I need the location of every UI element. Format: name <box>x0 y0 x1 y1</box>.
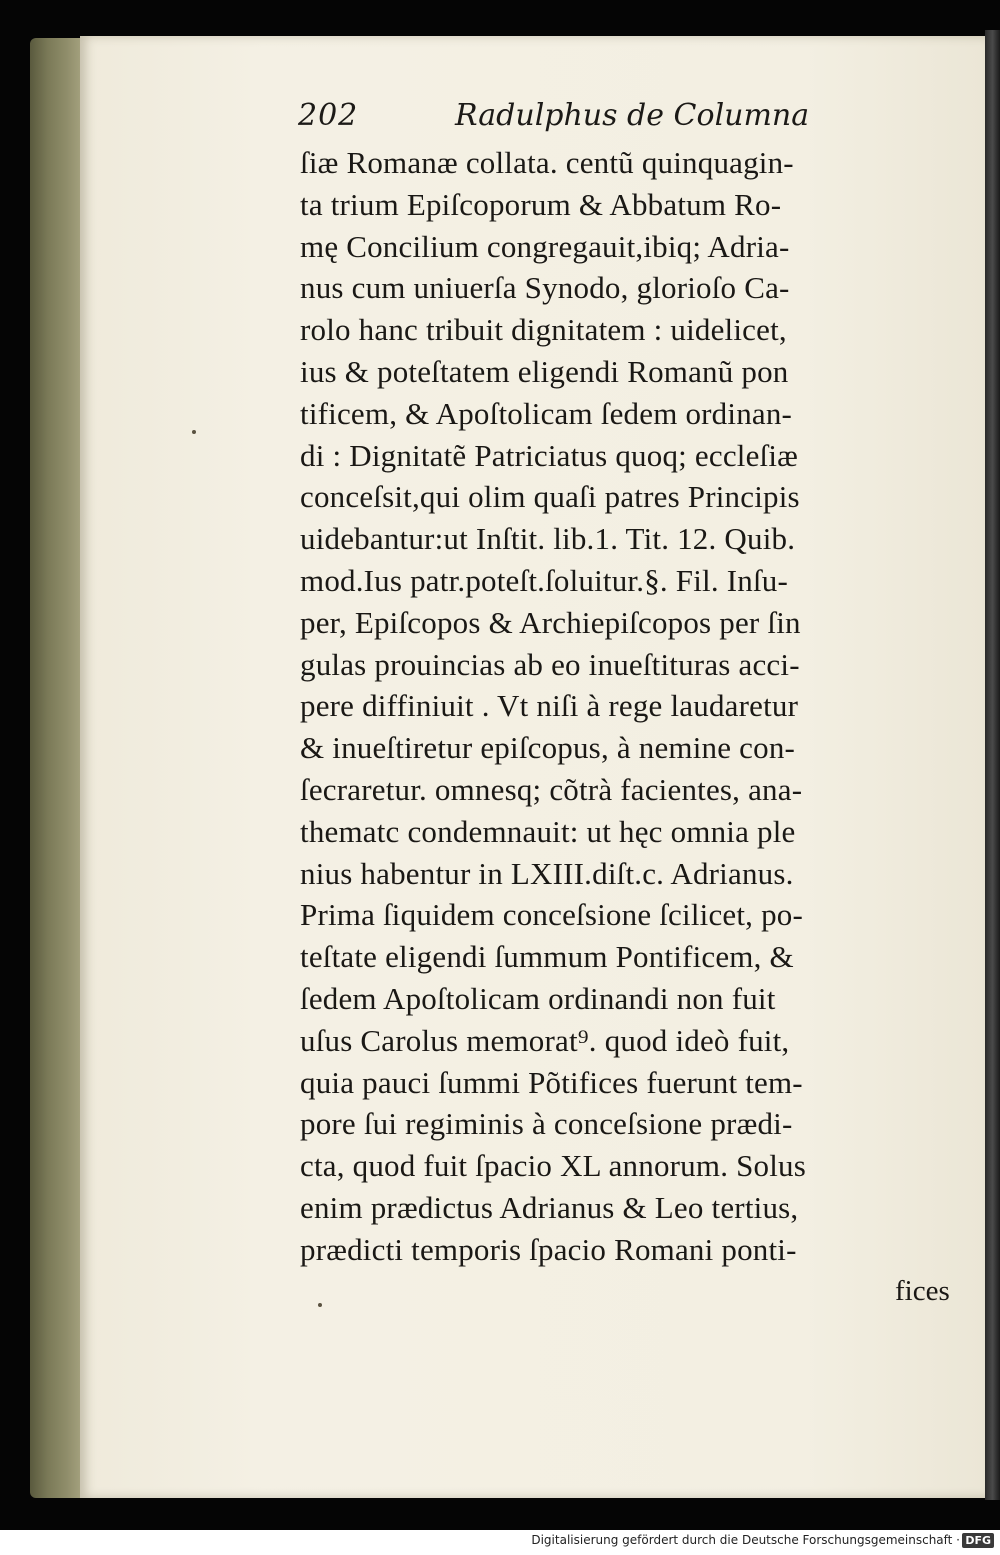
text-line: uidebantur:ut Inſtit. lib.1. Tit. 12. Quib. <box>300 521 796 557</box>
text-line: pore ſui regiminis à conceſsione prædi- <box>300 1106 793 1142</box>
book-fore-edge <box>30 38 82 1498</box>
text-line: ta trium Epiſcoporum & Abbatum Ro- <box>300 186 782 222</box>
body-text <box>300 142 955 1271</box>
ink-speck <box>318 1303 322 1307</box>
text-line: teſtate eligendi ſummum Pontificem, & <box>300 939 794 975</box>
footer-bar <box>0 1530 1000 1555</box>
text-line: mod.Ius patr.poteſt.ſoluitur.§. Fil. Inſu- <box>300 562 789 598</box>
text-line: nus cum uniuerſa Synodo, glorioſo Ca- <box>300 270 790 306</box>
running-title: Radulphus de Columna <box>455 98 810 133</box>
ink-speck <box>192 430 196 434</box>
page-number: 202 <box>298 98 359 133</box>
text-line: ſiæ Romanæ collata. centũ quinquagin- <box>300 145 794 180</box>
text-line: conceſsit,qui olim quaſi patres Principis <box>300 479 800 515</box>
text-line: pere diffiniuit . Vt niſi à rege laudaretur <box>300 688 799 724</box>
text-line: enim prædictus Adrianus & Leo tertius, <box>300 1189 799 1225</box>
page-header <box>298 98 898 142</box>
text-line: rolo hanc tribuit dignitatem : uidelicet, <box>300 312 787 348</box>
text-line: ſedem Apoſtolicam ordinandi non fuit <box>300 980 776 1016</box>
dfg-logo-icon: DFG <box>962 1533 994 1548</box>
text-line: mę Concilium congregauit,ibiq; Adria- <box>300 228 790 264</box>
text-line: per, Epiſcopos & Archiepiſcopos per ſin <box>300 604 801 640</box>
text-line: quia pauci ſummi Põtifices fuerunt tem- <box>300 1064 803 1100</box>
text-line: ſecraretur. omnesq; cõtrà facientes, ana- <box>300 771 803 807</box>
text-line: Prima ſiquidem conceſsione ſcilicet, po- <box>300 897 804 933</box>
text-line: gulas prouincias ab eo inueſtituras acci- <box>300 646 800 682</box>
text-line: prædicti temporis ſpacio Romani ponti- <box>300 1231 797 1267</box>
catchword: fices <box>895 1275 950 1307</box>
book-binding-edge <box>985 30 1000 1500</box>
text-line: thematc condemnauit: ut hęc omnia ple <box>300 813 796 849</box>
text-line: ius & poteſtatem eligendi Romanũ pon <box>300 353 789 389</box>
funding-note: Digitalisierung gefördert durch die Deutsche Forschungsgemeinschaft · <box>531 1533 960 1547</box>
text-line: tificem, & Apoſtolicam ſedem ordinan- <box>300 395 793 431</box>
text-line: cta, quod fuit ſpacio XL annorum. Solus <box>300 1148 807 1184</box>
text-line: nius habentur in LXIII.diſt.c. Adrianus. <box>300 855 794 891</box>
text-line: di : Dignitatẽ Patriciatus quoq; eccleſiæ <box>300 437 799 473</box>
text-line: uſus Carolus memorat⁹. quod ideò fuit, <box>300 1022 790 1058</box>
text-line: & inueſtiretur epiſcopus, à nemine con- <box>300 730 796 766</box>
